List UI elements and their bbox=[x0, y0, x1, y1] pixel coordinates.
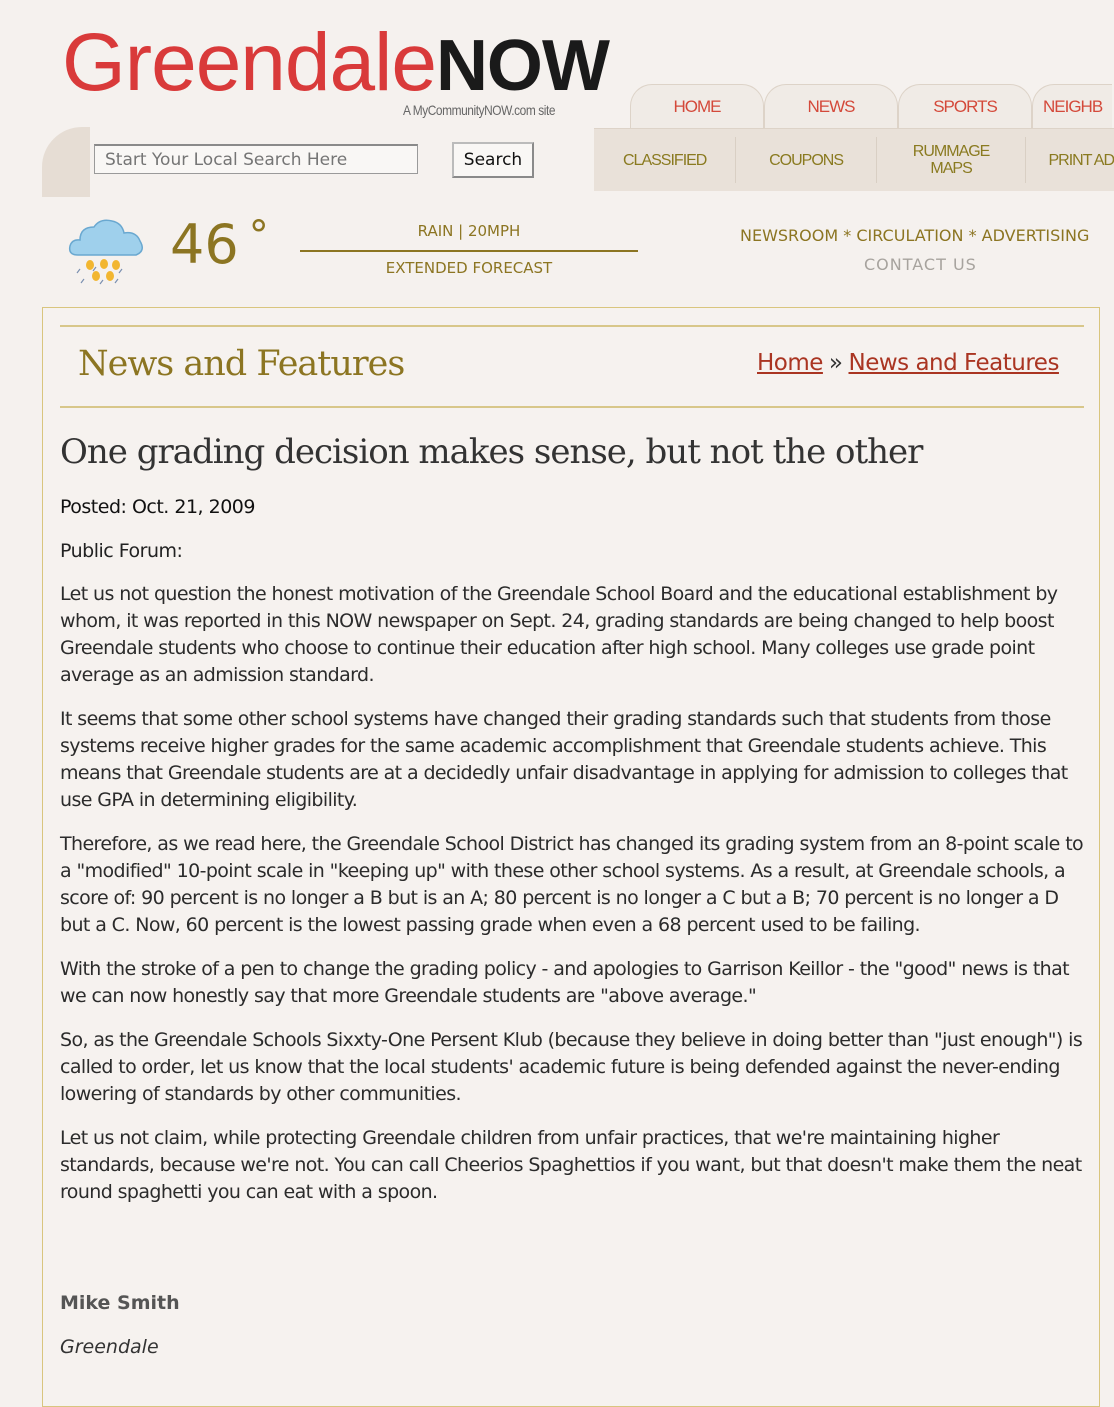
search-decoration bbox=[42, 127, 90, 197]
weather-condition: RAIN | 20MPH bbox=[417, 222, 521, 240]
search-button[interactable]: Search bbox=[452, 142, 534, 178]
top-links bbox=[740, 226, 1089, 245]
section-bottom-rule bbox=[60, 406, 1084, 408]
tab-news[interactable]: NEWS bbox=[764, 84, 898, 142]
section-title: News and Features bbox=[78, 344, 405, 384]
subtab-coupons[interactable]: COUPONS bbox=[736, 137, 876, 183]
article-paragraph: With the stroke of a pen to change the grading policy - and apologies to Garrison Keillor - the "good" news is that we can now honestly say that more Greendale students are "above average." bbox=[60, 958, 1070, 1007]
tab-home[interactable]: HOME bbox=[630, 84, 764, 142]
advertising-link[interactable]: ADVERTISING bbox=[981, 226, 1090, 245]
temperature-value: 46 bbox=[170, 213, 239, 276]
site-logo[interactable] bbox=[62, 17, 609, 108]
breadcrumb bbox=[757, 350, 1059, 376]
logo-tagline: A MyCommunityNOW.com site bbox=[403, 102, 556, 118]
article-body bbox=[60, 581, 1090, 1223]
article-paragraph: Let us not question the honest motivation of the Greendale School Board and the educational establishment by whom, it was reported in this NOW newspaper on Sept. 24, grading standards are being changed to help boost Greendale students who choose to continue their education after high school. Many colleges use grade point average as an admission standard. bbox=[60, 583, 1058, 686]
article-author: Mike Smith bbox=[60, 1292, 180, 1314]
rain-cloud-icon bbox=[66, 215, 148, 291]
breadcrumb-home[interactable]: Home bbox=[757, 350, 823, 376]
secondary-nav bbox=[594, 128, 1114, 191]
subtab-print-ad[interactable]: PRINT AD bbox=[1048, 151, 1114, 169]
breadcrumb-news-and-features[interactable]: News and Features bbox=[848, 350, 1059, 376]
logo-greendale-text: Greendale bbox=[62, 17, 436, 108]
section-top-rule bbox=[60, 325, 1084, 327]
extended-forecast-link[interactable]: EXTENDED FORECAST bbox=[385, 259, 553, 277]
temperature-readout bbox=[170, 213, 269, 276]
article-headline: One grading decision makes sense, but not the other bbox=[60, 432, 923, 472]
contact-us-link[interactable]: CONTACT US bbox=[864, 255, 977, 274]
weather-divider bbox=[300, 250, 638, 252]
separator: * bbox=[963, 226, 982, 245]
article-paragraph: It seems that some other school systems have changed their grading standards such that students from those systems receive higher grades for the same academic accomplishment that Greendale students achieve. This means that Greendale students are at a decidedly unfair disadvantage in applying for admission to colleges that use GPA in determining eligibility. bbox=[60, 708, 1068, 811]
tab-sports[interactable]: SPORTS bbox=[898, 84, 1032, 142]
breadcrumb-separator: » bbox=[828, 350, 843, 376]
author-location: Greendale bbox=[60, 1336, 159, 1358]
degree-symbol: ° bbox=[248, 213, 269, 259]
article-paragraph: So, as the Greendale Schools Sixxty-One Persent Klub (because they believe in doing better than "just enough") is called to order, let us know that the local students' academic future is being defended against the never-ending lowering of standards by other communities. bbox=[60, 1029, 1083, 1105]
circulation-link[interactable]: CIRCULATION bbox=[856, 226, 964, 245]
article-category: Public Forum: bbox=[60, 540, 183, 562]
subtab-classified[interactable]: CLASSIFIED bbox=[594, 137, 736, 183]
search-input[interactable] bbox=[94, 144, 418, 174]
posted-date: Posted: Oct. 21, 2009 bbox=[60, 496, 255, 518]
separator: * bbox=[838, 226, 857, 245]
article-paragraph: Therefore, as we read here, the Greendale School District has changed its grading system from an 8-point scale to a "modified" 10-point scale in "keeping up" with these other school systems. As a result, at Greendale schools, a score of: 90 percent is no longer a B but is an A; 80 percent is no longer a C but a B; 70 percent is no longer a D but a C. Now, 60 percent is the lowest passing grade when even a 68 percent used to be failing. bbox=[60, 833, 1084, 936]
tab-neighborhood[interactable]: NEIGHB bbox=[1032, 84, 1112, 142]
subtab-rummage-maps[interactable]: RUMMAGE MAPS bbox=[877, 137, 1027, 183]
newsroom-link[interactable]: NEWSROOM bbox=[740, 226, 839, 245]
logo-now-text: NOW bbox=[435, 26, 609, 106]
article-paragraph: Let us not claim, while protecting Greendale children from unfair practices, that we're maintaining higher standards, because we're not. You can call Cheerios Spaghettios if you want, but that doesn't make them the neat round spaghetti you can eat with a spoon. bbox=[60, 1127, 1082, 1203]
